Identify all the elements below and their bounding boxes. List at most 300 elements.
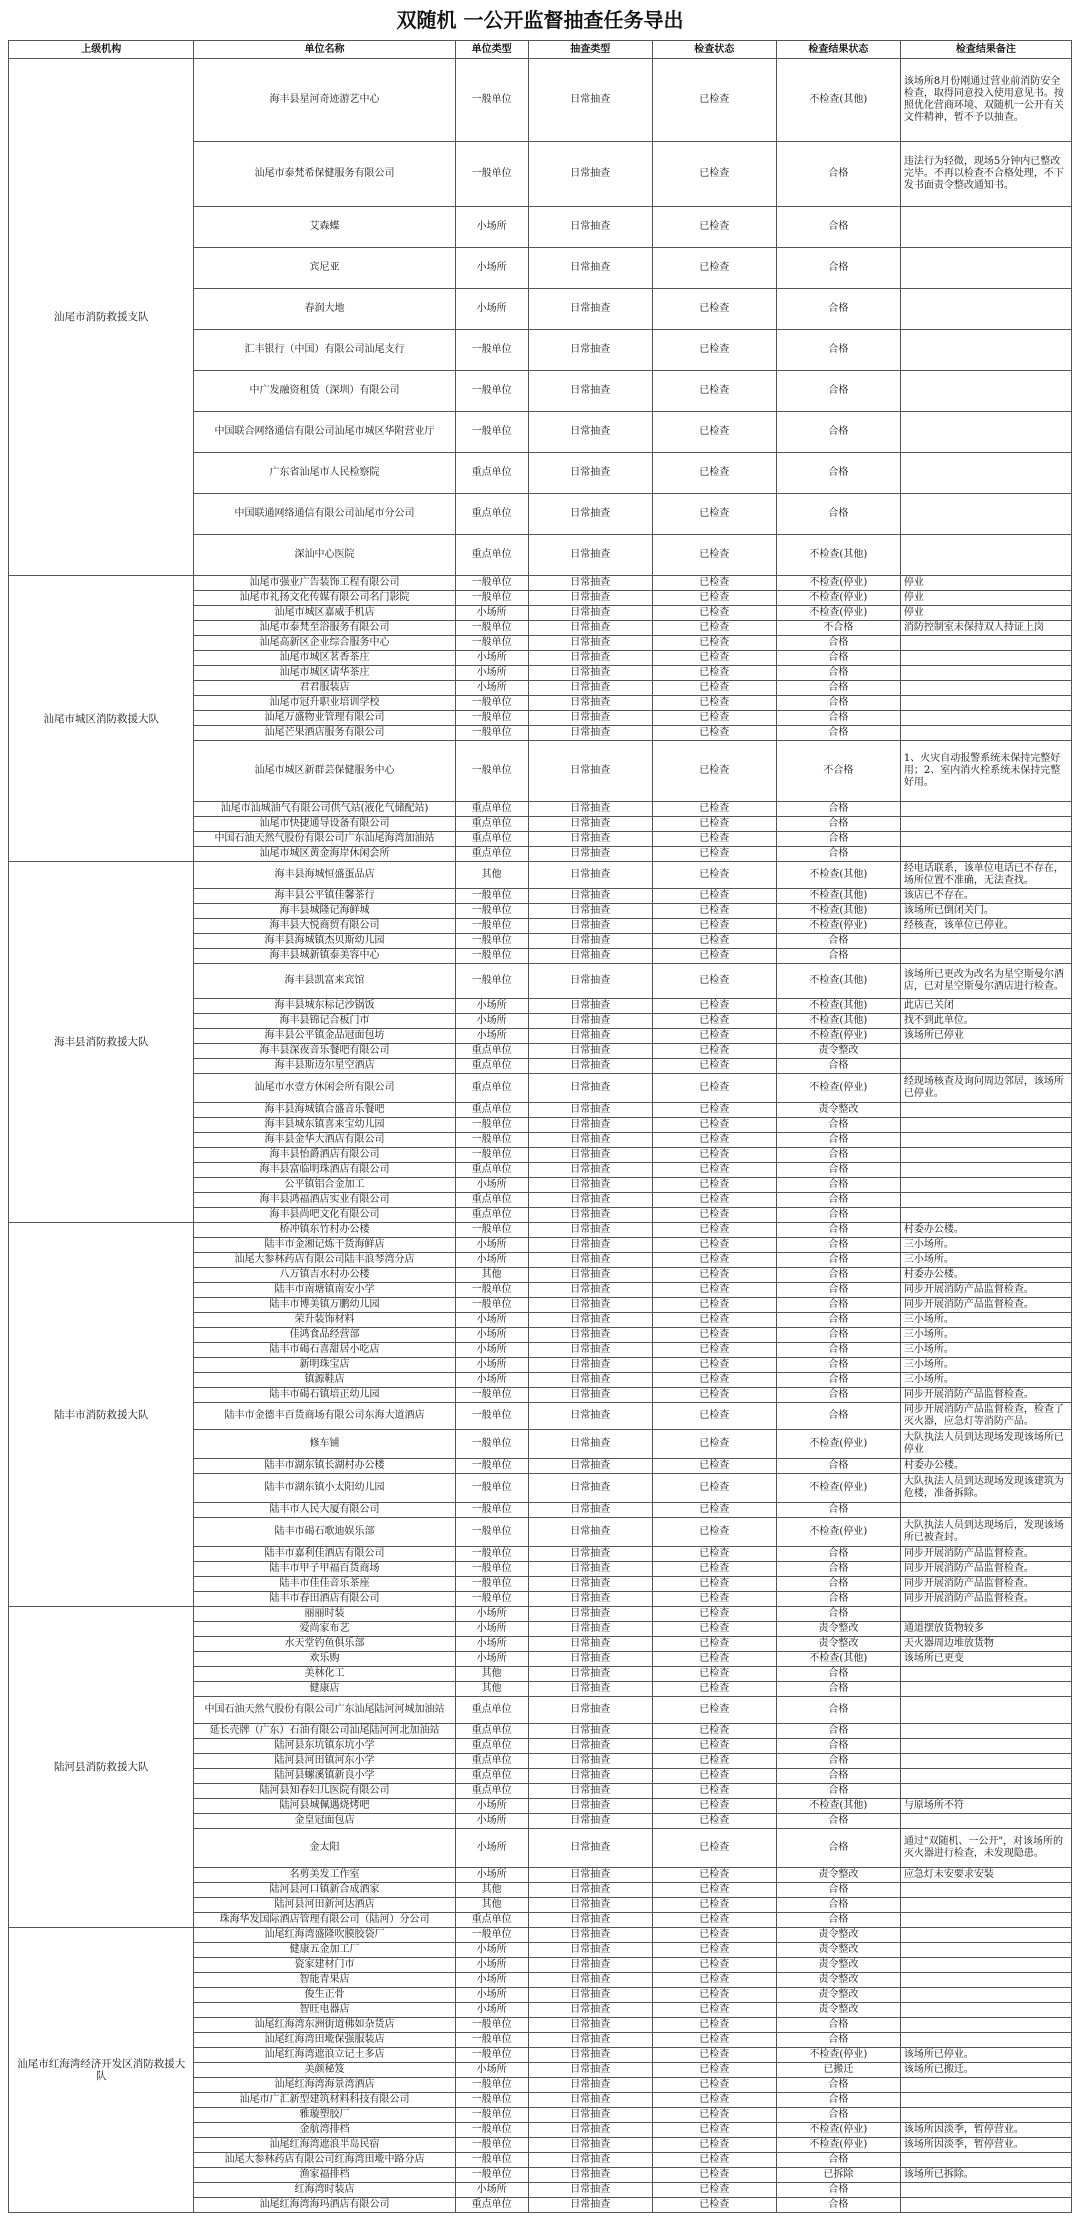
check-type-cell: 日常抽查 — [528, 2003, 652, 2018]
unit-name-cell: 海丰县金华大酒店有限公司 — [194, 1133, 455, 1148]
unit-name-cell: 宾尼亚 — [194, 248, 455, 289]
unit-type-cell: 重点单位 — [455, 1208, 528, 1223]
unit-type-cell: 一般单位 — [455, 1133, 528, 1148]
check-result-cell: 合格 — [776, 1283, 900, 1298]
check-status-cell: 已检查 — [652, 904, 776, 919]
unit-type-cell: 一般单位 — [455, 1474, 528, 1503]
check-result-cell: 合格 — [776, 1328, 900, 1343]
unit-type-cell: 一般单位 — [455, 1928, 528, 1943]
check-status-cell: 已检查 — [652, 1769, 776, 1784]
check-type-cell: 日常抽查 — [528, 535, 652, 576]
unit-name-cell: 陆丰市湖东镇长湖村办公楼 — [194, 1459, 455, 1474]
result-note-cell: 找不到此单位。 — [900, 1014, 1071, 1029]
unit-name-cell: 金航湾排档 — [194, 2123, 455, 2138]
check-type-cell: 日常抽查 — [528, 711, 652, 726]
unit-type-cell: 一般单位 — [455, 142, 528, 207]
unit-type-cell: 重点单位 — [455, 1059, 528, 1074]
result-note-cell: 村委办公楼。 — [900, 1268, 1071, 1283]
unit-type-cell: 重点单位 — [455, 1103, 528, 1118]
check-status-cell: 已检查 — [652, 1403, 776, 1430]
result-note-cell — [900, 1973, 1071, 1988]
check-status-cell: 已检查 — [652, 999, 776, 1014]
check-type-cell: 日常抽查 — [528, 1769, 652, 1784]
check-result-cell: 合格 — [776, 371, 900, 412]
check-result-cell: 合格 — [776, 651, 900, 666]
unit-type-cell: 小场所 — [455, 1238, 528, 1253]
result-note-cell — [900, 330, 1071, 371]
check-type-cell: 日常抽查 — [528, 949, 652, 964]
unit-type-cell: 一般单位 — [455, 2033, 528, 2048]
unit-name-cell: 桥冲镇东竹村办公楼 — [194, 1223, 455, 1238]
check-type-cell: 日常抽查 — [528, 889, 652, 904]
result-note-cell — [900, 1913, 1071, 1928]
result-note-cell: 同步开展消防产品监督检查。 — [900, 1562, 1071, 1577]
unit-name-cell: 爱尚家布艺 — [194, 1622, 455, 1637]
result-note-cell — [900, 1503, 1071, 1518]
check-status-cell: 已检查 — [652, 1667, 776, 1682]
check-status-cell: 已检查 — [652, 1958, 776, 1973]
unit-name-cell: 中国联通网络通信有限公司汕尾市分公司 — [194, 494, 455, 535]
result-note-cell — [900, 2003, 1071, 2018]
check-type-cell: 日常抽查 — [528, 1298, 652, 1313]
check-status-cell: 已检查 — [652, 741, 776, 802]
check-status-cell: 已检查 — [652, 1268, 776, 1283]
unit-name-cell: 健康店 — [194, 1682, 455, 1697]
result-note-cell: 1、火灾自动报警系统未保持完整好用；2、室内消火栓系统未保持完整好用。 — [900, 741, 1071, 802]
check-result-cell: 合格 — [776, 1784, 900, 1799]
check-result-cell: 合格 — [776, 1739, 900, 1754]
check-status-cell: 已检查 — [652, 1298, 776, 1313]
unit-name-cell: 海丰县深夜音乐餐吧有限公司 — [194, 1044, 455, 1059]
unit-type-cell: 一般单位 — [455, 1298, 528, 1313]
check-status-cell: 已检查 — [652, 1459, 776, 1474]
result-note-cell — [900, 1739, 1071, 1754]
check-result-cell: 合格 — [776, 1358, 900, 1373]
check-result-cell: 合格 — [776, 1754, 900, 1769]
check-result-cell: 已拆除 — [776, 2168, 900, 2183]
unit-name-cell: 陆河县河田新河达酒店 — [194, 1898, 455, 1913]
unit-type-cell: 重点单位 — [455, 1769, 528, 1784]
unit-type-cell: 一般单位 — [455, 1118, 528, 1133]
check-status-cell: 已检查 — [652, 1373, 776, 1388]
table-row — [9, 862, 1072, 889]
check-result-cell: 责令整改 — [776, 1637, 900, 1652]
check-status-cell: 已检查 — [652, 666, 776, 681]
check-type-cell: 日常抽查 — [528, 919, 652, 934]
unit-type-cell: 一般单位 — [455, 1148, 528, 1163]
unit-name-cell: 汕尾大参林药店有限公司陆丰浪琴湾分店 — [194, 1253, 455, 1268]
unit-name-cell: 中国石油天然气股份有限公司广东汕尾海湾加油站 — [194, 832, 455, 847]
check-type-cell: 日常抽查 — [528, 1724, 652, 1739]
check-type-cell: 日常抽查 — [528, 1784, 652, 1799]
unit-type-cell: 一般单位 — [455, 2153, 528, 2168]
check-type-cell: 日常抽查 — [528, 2093, 652, 2108]
unit-name-cell: 君君服装店 — [194, 681, 455, 696]
check-type-cell: 日常抽查 — [528, 741, 652, 802]
unit-type-cell: 小场所 — [455, 1178, 528, 1193]
check-status-cell: 已检查 — [652, 1148, 776, 1163]
result-note-cell — [900, 1898, 1071, 1913]
unit-type-cell: 重点单位 — [455, 1044, 528, 1059]
result-note-cell — [900, 1193, 1071, 1208]
result-note-cell: 消防控制室未保持双人持证上岗 — [900, 621, 1071, 636]
result-note-cell: 该场所已更变 — [900, 1652, 1071, 1667]
header-cell-check-type: 抽查类型 — [528, 41, 652, 59]
result-note-cell: 同步开展消防产品监督检查。 — [900, 1283, 1071, 1298]
check-result-cell: 不检查(停业) — [776, 576, 900, 591]
result-note-cell: 该店已不存在。 — [900, 889, 1071, 904]
result-note-cell: 停业 — [900, 606, 1071, 621]
unit-name-cell: 欢乐购 — [194, 1652, 455, 1667]
unit-name-cell: 汕尾市城区嘉威手机店 — [194, 606, 455, 621]
check-result-cell: 责令整改 — [776, 1943, 900, 1958]
unit-type-cell: 小场所 — [455, 1958, 528, 1973]
unit-type-cell: 重点单位 — [455, 817, 528, 832]
check-type-cell: 日常抽查 — [528, 621, 652, 636]
check-result-cell: 合格 — [776, 2153, 900, 2168]
unit-name-cell: 海丰县星河奇迹游艺中心 — [194, 59, 455, 142]
unit-type-cell: 一般单位 — [455, 1503, 528, 1518]
check-type-cell: 日常抽查 — [528, 1268, 652, 1283]
result-note-cell — [900, 1988, 1071, 2003]
check-type-cell: 日常抽查 — [528, 2108, 652, 2123]
check-result-cell: 合格 — [776, 1503, 900, 1518]
check-status-cell: 已检查 — [652, 2138, 776, 2153]
result-note-cell — [900, 711, 1071, 726]
result-note-cell: 同步开展消防产品监督检查。 — [900, 1298, 1071, 1313]
check-type-cell: 日常抽查 — [528, 1928, 652, 1943]
check-status-cell: 已检查 — [652, 1178, 776, 1193]
check-status-cell: 已检查 — [652, 2153, 776, 2168]
unit-name-cell: 汕尾市城区新群芸保健服务中心 — [194, 741, 455, 802]
unit-type-cell: 一般单位 — [455, 1283, 528, 1298]
check-result-cell: 合格 — [776, 1208, 900, 1223]
unit-name-cell: 陆丰市南塘镇南安小学 — [194, 1283, 455, 1298]
unit-name-cell: 珠海华发国际酒店管理有限公司（陆河）分公司 — [194, 1913, 455, 1928]
check-status-cell: 已检查 — [652, 2063, 776, 2078]
result-note-cell — [900, 453, 1071, 494]
check-result-cell: 合格 — [776, 934, 900, 949]
unit-name-cell: 汕尾红海湾东洲街道佛如杂货店 — [194, 2018, 455, 2033]
unit-name-cell: 陆河县河田镇河东小学 — [194, 1754, 455, 1769]
check-result-cell: 不检查(停业) — [776, 1029, 900, 1044]
check-result-cell: 责令整改 — [776, 1988, 900, 2003]
check-type-cell: 日常抽查 — [528, 1328, 652, 1343]
unit-name-cell: 汕尾市泰梵希保健服务有限公司 — [194, 142, 455, 207]
unit-name-cell: 陆丰市甲子甲福百货商场 — [194, 1562, 455, 1577]
check-result-cell: 责令整改 — [776, 1928, 900, 1943]
check-type-cell: 日常抽查 — [528, 1474, 652, 1503]
unit-type-cell: 小场所 — [455, 248, 528, 289]
check-result-cell: 合格 — [776, 1682, 900, 1697]
unit-name-cell: 春润大地 — [194, 289, 455, 330]
result-note-cell — [900, 1059, 1071, 1074]
check-type-cell: 日常抽查 — [528, 1799, 652, 1814]
unit-type-cell: 其他 — [455, 1682, 528, 1697]
check-result-cell: 不检查(停业) — [776, 919, 900, 934]
unit-name-cell: 陆河县河口镇新合成酒家 — [194, 1883, 455, 1898]
check-result-cell: 合格 — [776, 1403, 900, 1430]
check-type-cell: 日常抽查 — [528, 1697, 652, 1724]
check-result-cell: 不检查(其他) — [776, 889, 900, 904]
check-status-cell: 已检查 — [652, 1029, 776, 1044]
check-status-cell: 已检查 — [652, 621, 776, 636]
check-result-cell: 责令整改 — [776, 1958, 900, 1973]
unit-name-cell: 海丰县海城镇杰贝斯幼儿园 — [194, 934, 455, 949]
unit-name-cell: 海丰县海城镇合盛音乐餐吧 — [194, 1103, 455, 1118]
unit-type-cell: 小场所 — [455, 1799, 528, 1814]
unit-name-cell: 荣升装饰材料 — [194, 1313, 455, 1328]
unit-type-cell: 重点单位 — [455, 1739, 528, 1754]
unit-type-cell: 其他 — [455, 862, 528, 889]
unit-type-cell: 小场所 — [455, 1029, 528, 1044]
check-type-cell: 日常抽查 — [528, 1118, 652, 1133]
unit-name-cell: 海丰县锦记合板门市 — [194, 1014, 455, 1029]
check-type-cell: 日常抽查 — [528, 726, 652, 741]
check-type-cell: 日常抽查 — [528, 2168, 652, 2183]
result-note-cell — [900, 1103, 1071, 1118]
parent-org-cell: 海丰县消防救援大队 — [9, 862, 194, 1223]
unit-type-cell: 其他 — [455, 1268, 528, 1283]
result-note-cell — [900, 1814, 1071, 1829]
result-note-cell: 该场所因淡季，暂停营业。 — [900, 2138, 1071, 2153]
result-note-cell — [900, 696, 1071, 711]
check-type-cell: 日常抽查 — [528, 2153, 652, 2168]
unit-name-cell: 陆丰市嘉利佳酒店有限公司 — [194, 1547, 455, 1562]
check-type-cell: 日常抽查 — [528, 2198, 652, 2213]
check-status-cell: 已检查 — [652, 59, 776, 142]
check-result-cell: 合格 — [776, 832, 900, 847]
unit-type-cell: 一般单位 — [455, 889, 528, 904]
unit-type-cell: 一般单位 — [455, 904, 528, 919]
result-note-cell: 停业 — [900, 591, 1071, 606]
unit-type-cell: 重点单位 — [455, 1724, 528, 1739]
check-type-cell: 日常抽查 — [528, 1958, 652, 1973]
unit-name-cell: 深汕中心医院 — [194, 535, 455, 576]
unit-type-cell: 其他 — [455, 1898, 528, 1913]
check-type-cell: 日常抽查 — [528, 207, 652, 248]
check-result-cell: 合格 — [776, 696, 900, 711]
check-result-cell: 合格 — [776, 1913, 900, 1928]
check-type-cell: 日常抽查 — [528, 1503, 652, 1518]
unit-name-cell: 海丰县城新镇泰美容中心 — [194, 949, 455, 964]
check-result-cell: 合格 — [776, 681, 900, 696]
check-status-cell: 已检查 — [652, 2123, 776, 2138]
unit-type-cell: 重点单位 — [455, 832, 528, 847]
unit-type-cell: 小场所 — [455, 1988, 528, 2003]
check-type-cell: 日常抽查 — [528, 1388, 652, 1403]
check-status-cell: 已检查 — [652, 207, 776, 248]
result-note-cell — [900, 636, 1071, 651]
check-result-cell: 合格 — [776, 1148, 900, 1163]
unit-type-cell: 一般单位 — [455, 636, 528, 651]
unit-type-cell: 一般单位 — [455, 919, 528, 934]
check-result-cell: 合格 — [776, 1459, 900, 1474]
check-type-cell: 日常抽查 — [528, 1358, 652, 1373]
check-type-cell: 日常抽查 — [528, 1814, 652, 1829]
check-type-cell: 日常抽查 — [528, 2078, 652, 2093]
result-note-cell — [900, 1208, 1071, 1223]
check-status-cell: 已检查 — [652, 2033, 776, 2048]
result-note-cell — [900, 289, 1071, 330]
result-note-cell: 经现场核查及询问周边邻居，该场所已停业。 — [900, 1074, 1071, 1103]
check-result-cell: 不检查(其他) — [776, 964, 900, 999]
check-result-cell: 合格 — [776, 802, 900, 817]
unit-type-cell: 一般单位 — [455, 711, 528, 726]
result-note-cell: 经核查，该单位已停业。 — [900, 919, 1071, 934]
check-type-cell: 日常抽查 — [528, 576, 652, 591]
check-status-cell: 已检查 — [652, 1044, 776, 1059]
check-type-cell: 日常抽查 — [528, 1178, 652, 1193]
result-note-cell — [900, 949, 1071, 964]
check-type-cell: 日常抽查 — [528, 371, 652, 412]
unit-name-cell: 中国联合网络通信有限公司汕尾市城区华附营业厅 — [194, 412, 455, 453]
unit-type-cell: 小场所 — [455, 2183, 528, 2198]
unit-name-cell: 智旺电器店 — [194, 2003, 455, 2018]
unit-name-cell: 俊生正骨 — [194, 1988, 455, 2003]
check-status-cell: 已检查 — [652, 1343, 776, 1358]
unit-name-cell: 汕尾市冠升职业培训学校 — [194, 696, 455, 711]
check-type-cell: 日常抽查 — [528, 1459, 652, 1474]
result-note-cell — [900, 1133, 1071, 1148]
unit-name-cell: 汕尾市强业广告装饰工程有限公司 — [194, 576, 455, 591]
table-body — [9, 59, 1072, 2213]
result-note-cell: 该场所已倒闭关门。 — [900, 904, 1071, 919]
check-result-cell: 合格 — [776, 1898, 900, 1913]
check-type-cell: 日常抽查 — [528, 666, 652, 681]
check-type-cell: 日常抽查 — [528, 1592, 652, 1607]
unit-type-cell: 一般单位 — [455, 949, 528, 964]
check-result-cell: 合格 — [776, 453, 900, 494]
check-status-cell: 已检查 — [652, 919, 776, 934]
unit-name-cell: 陆河县东坑镇东坑小学 — [194, 1739, 455, 1754]
unit-type-cell: 重点单位 — [455, 453, 528, 494]
result-note-cell: 通过"双随机、一公开"，对该场所的灭火器进行检查，未发现隐患。 — [900, 1829, 1071, 1868]
check-status-cell: 已检查 — [652, 606, 776, 621]
unit-type-cell: 其他 — [455, 1667, 528, 1682]
check-type-cell: 日常抽查 — [528, 1562, 652, 1577]
unit-name-cell: 汕尾红海湾海景湾酒店 — [194, 2078, 455, 2093]
unit-type-cell: 一般单位 — [455, 741, 528, 802]
check-status-cell: 已检查 — [652, 1724, 776, 1739]
result-note-cell — [900, 2033, 1071, 2048]
check-result-cell: 合格 — [776, 1373, 900, 1388]
check-result-cell: 合格 — [776, 289, 900, 330]
unit-type-cell: 小场所 — [455, 1607, 528, 1622]
check-type-cell: 日常抽查 — [528, 651, 652, 666]
unit-type-cell: 一般单位 — [455, 2018, 528, 2033]
check-result-cell: 合格 — [776, 1829, 900, 1868]
unit-name-cell: 海丰县公平镇佳馨茶行 — [194, 889, 455, 904]
result-note-cell: 同步开展消防产品监督检查，检查了灭火器，应急灯等消防产品。 — [900, 1403, 1071, 1430]
check-status-cell: 已检查 — [652, 1868, 776, 1883]
result-note-cell: 天火器周边堆放货物 — [900, 1637, 1071, 1652]
check-status-cell: 已检查 — [652, 2078, 776, 2093]
check-type-cell: 日常抽查 — [528, 862, 652, 889]
result-note-cell — [900, 371, 1071, 412]
result-note-cell — [900, 494, 1071, 535]
check-status-cell: 已检查 — [652, 862, 776, 889]
unit-type-cell: 小场所 — [455, 1868, 528, 1883]
check-status-cell: 已检查 — [652, 289, 776, 330]
check-status-cell: 已检查 — [652, 1943, 776, 1958]
unit-name-cell: 新明珠宝店 — [194, 1358, 455, 1373]
unit-name-cell: 中国石油天然气股份有限公司广东汕尾陆河河城加油站 — [194, 1697, 455, 1724]
check-result-cell: 合格 — [776, 1577, 900, 1592]
check-status-cell: 已检查 — [652, 847, 776, 862]
unit-name-cell: 丽丽时装 — [194, 1607, 455, 1622]
unit-type-cell: 小场所 — [455, 1328, 528, 1343]
check-type-cell: 日常抽查 — [528, 1133, 652, 1148]
check-result-cell: 合格 — [776, 1814, 900, 1829]
check-type-cell: 日常抽查 — [528, 1430, 652, 1459]
check-result-cell: 合格 — [776, 711, 900, 726]
check-result-cell: 不检查(其他) — [776, 535, 900, 576]
check-type-cell: 日常抽查 — [528, 904, 652, 919]
result-note-cell — [900, 1724, 1071, 1739]
check-type-cell: 日常抽查 — [528, 1607, 652, 1622]
unit-name-cell: 陆丰市人民大厦有限公司 — [194, 1503, 455, 1518]
check-status-cell: 已检查 — [652, 817, 776, 832]
header-cell-type: 单位类型 — [455, 41, 528, 59]
header-cell-org: 上级机构 — [9, 41, 194, 59]
unit-type-cell: 一般单位 — [455, 2168, 528, 2183]
check-type-cell: 日常抽查 — [528, 1014, 652, 1029]
result-note-cell — [900, 248, 1071, 289]
unit-name-cell: 汇丰银行（中国）有限公司汕尾支行 — [194, 330, 455, 371]
check-type-cell: 日常抽查 — [528, 2138, 652, 2153]
unit-type-cell: 小场所 — [455, 1358, 528, 1373]
check-type-cell: 日常抽查 — [528, 1253, 652, 1268]
unit-type-cell: 一般单位 — [455, 2078, 528, 2093]
result-note-cell: 三小场所。 — [900, 1313, 1071, 1328]
check-status-cell: 已检查 — [652, 2003, 776, 2018]
unit-type-cell: 小场所 — [455, 289, 528, 330]
check-type-cell: 日常抽查 — [528, 1667, 652, 1682]
result-note-cell — [900, 1148, 1071, 1163]
result-note-cell: 停业 — [900, 576, 1071, 591]
result-note-cell: 三小场所。 — [900, 1358, 1071, 1373]
check-type-cell: 日常抽查 — [528, 1754, 652, 1769]
unit-type-cell: 小场所 — [455, 1313, 528, 1328]
check-type-cell: 日常抽查 — [528, 2018, 652, 2033]
check-status-cell: 已检查 — [652, 681, 776, 696]
check-type-cell: 日常抽查 — [528, 696, 652, 711]
parent-org-cell: 汕尾市红海湾经济开发区消防救援大队 — [9, 1928, 194, 2213]
check-type-cell: 日常抽查 — [528, 1547, 652, 1562]
result-note-cell — [900, 1784, 1071, 1799]
check-result-cell: 合格 — [776, 666, 900, 681]
check-result-cell: 合格 — [776, 494, 900, 535]
unit-name-cell: 陆河县螺溪镇新良小学 — [194, 1769, 455, 1784]
check-result-cell: 合格 — [776, 636, 900, 651]
unit-name-cell: 陆河县城佩遇烧烤吧 — [194, 1799, 455, 1814]
header-cell-note: 检查结果备注 — [900, 41, 1071, 59]
check-result-cell: 合格 — [776, 1163, 900, 1178]
unit-name-cell: 海丰县凯富来宾馆 — [194, 964, 455, 999]
unit-type-cell: 其他 — [455, 1883, 528, 1898]
task-table-container — [0, 40, 1080, 2213]
unit-name-cell: 美林化工 — [194, 1667, 455, 1682]
check-status-cell: 已检查 — [652, 1193, 776, 1208]
check-status-cell: 已检查 — [652, 651, 776, 666]
check-status-cell: 已检查 — [652, 1103, 776, 1118]
check-type-cell: 日常抽查 — [528, 832, 652, 847]
check-type-cell: 日常抽查 — [528, 1637, 652, 1652]
check-result-cell: 合格 — [776, 1607, 900, 1622]
check-status-cell: 已检查 — [652, 2198, 776, 2213]
check-result-cell: 不检查(其他) — [776, 904, 900, 919]
